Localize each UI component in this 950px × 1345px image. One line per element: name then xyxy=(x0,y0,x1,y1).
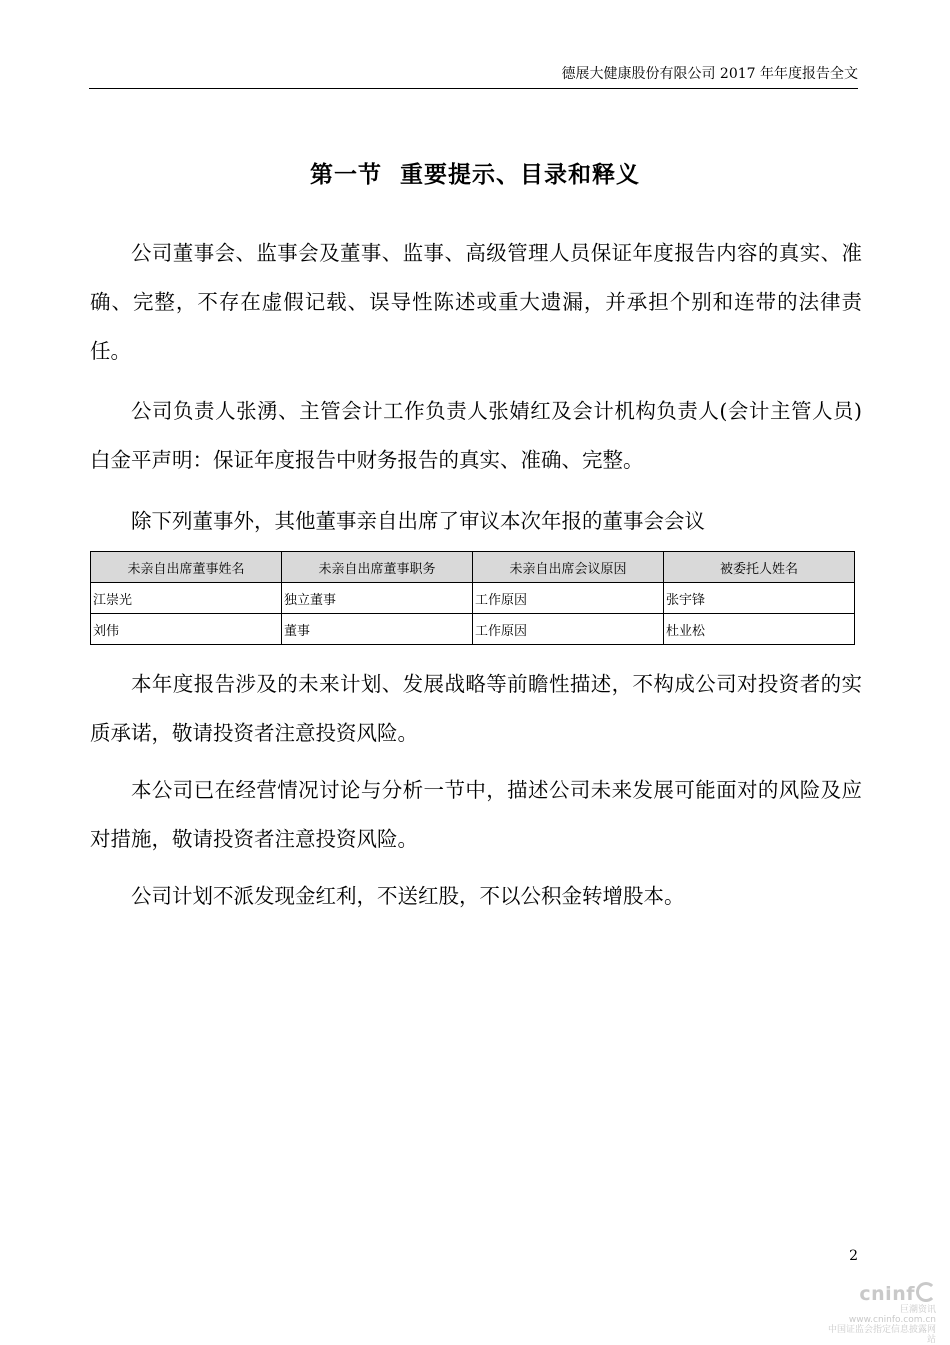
cell-proxy-name: 杜业松 xyxy=(664,614,855,645)
column-header-proxy: 被委托人姓名 xyxy=(664,552,855,583)
cell-proxy-name: 张宇锋 xyxy=(664,583,855,614)
cell-director-position: 董事 xyxy=(282,614,473,645)
column-header-reason: 未亲自出席会议原因 xyxy=(473,552,664,583)
page-number: 2 xyxy=(849,1248,858,1264)
cell-absence-reason: 工作原因 xyxy=(473,583,664,614)
watermark-url: www.cninfo.com.cn xyxy=(848,1315,936,1325)
column-header-position: 未亲自出席董事职务 xyxy=(282,552,473,583)
officer-declaration: 公司负责人张湧、主管会计工作负责人张婧红及会计机构负责人(会计主管人员)白金平声明：保证年度报告中财务报告的真实、准确、完整。 xyxy=(90,399,862,472)
dividend-plan: 公司计划不派发现金红利，不送红股，不以公积金转增股本。 xyxy=(131,884,685,908)
cninfo-watermark xyxy=(826,1282,936,1345)
report-title: 德展大健康股份有限公司 2017 年年度报告全文 xyxy=(561,66,858,82)
watermark-tagline: 中国证监会指定信息披露网站 xyxy=(827,1325,936,1345)
watermark-name: 巨潮资讯 xyxy=(899,1305,936,1315)
watermark-logo: cninf xyxy=(826,1282,936,1305)
table-header-row xyxy=(91,552,855,583)
column-header-name: 未亲自出席董事姓名 xyxy=(91,552,282,583)
absent-directors-intro: 除下列董事外，其他董事亲自出席了审议本次年报的董事会会议 xyxy=(131,509,705,533)
cell-director-name: 刘伟 xyxy=(91,614,282,645)
table-row xyxy=(91,614,855,645)
section-title: 第一节 重要提示、目录和释义 xyxy=(309,161,640,188)
cell-absence-reason: 工作原因 xyxy=(473,614,664,645)
cell-director-position: 独立董事 xyxy=(282,583,473,614)
table-row xyxy=(91,583,855,614)
cell-director-name: 江崇光 xyxy=(91,583,282,614)
responsibility-statement: 公司董事会、监事会及董事、监事、高级管理人员保证年度报告内容的真实、准确、完整，不存在虚假记载、误导性陈述或重大遗漏，并承担个别和连带的法律责任。 xyxy=(90,241,862,363)
page-header xyxy=(89,64,858,89)
forward-looking-disclaimer: 本年度报告涉及的未来计划、发展战略等前瞻性描述，不构成公司对投资者的实质承诺，敬请投资者注意投资风险。 xyxy=(90,672,862,745)
absent-directors-table xyxy=(90,551,855,645)
cninfo-swirl-icon xyxy=(916,1282,936,1302)
risk-disclosure: 本公司已在经营情况讨论与分析一节中，描述公司未来发展可能面对的风险及应对措施，敬请投资者注意投资风险。 xyxy=(90,778,862,851)
